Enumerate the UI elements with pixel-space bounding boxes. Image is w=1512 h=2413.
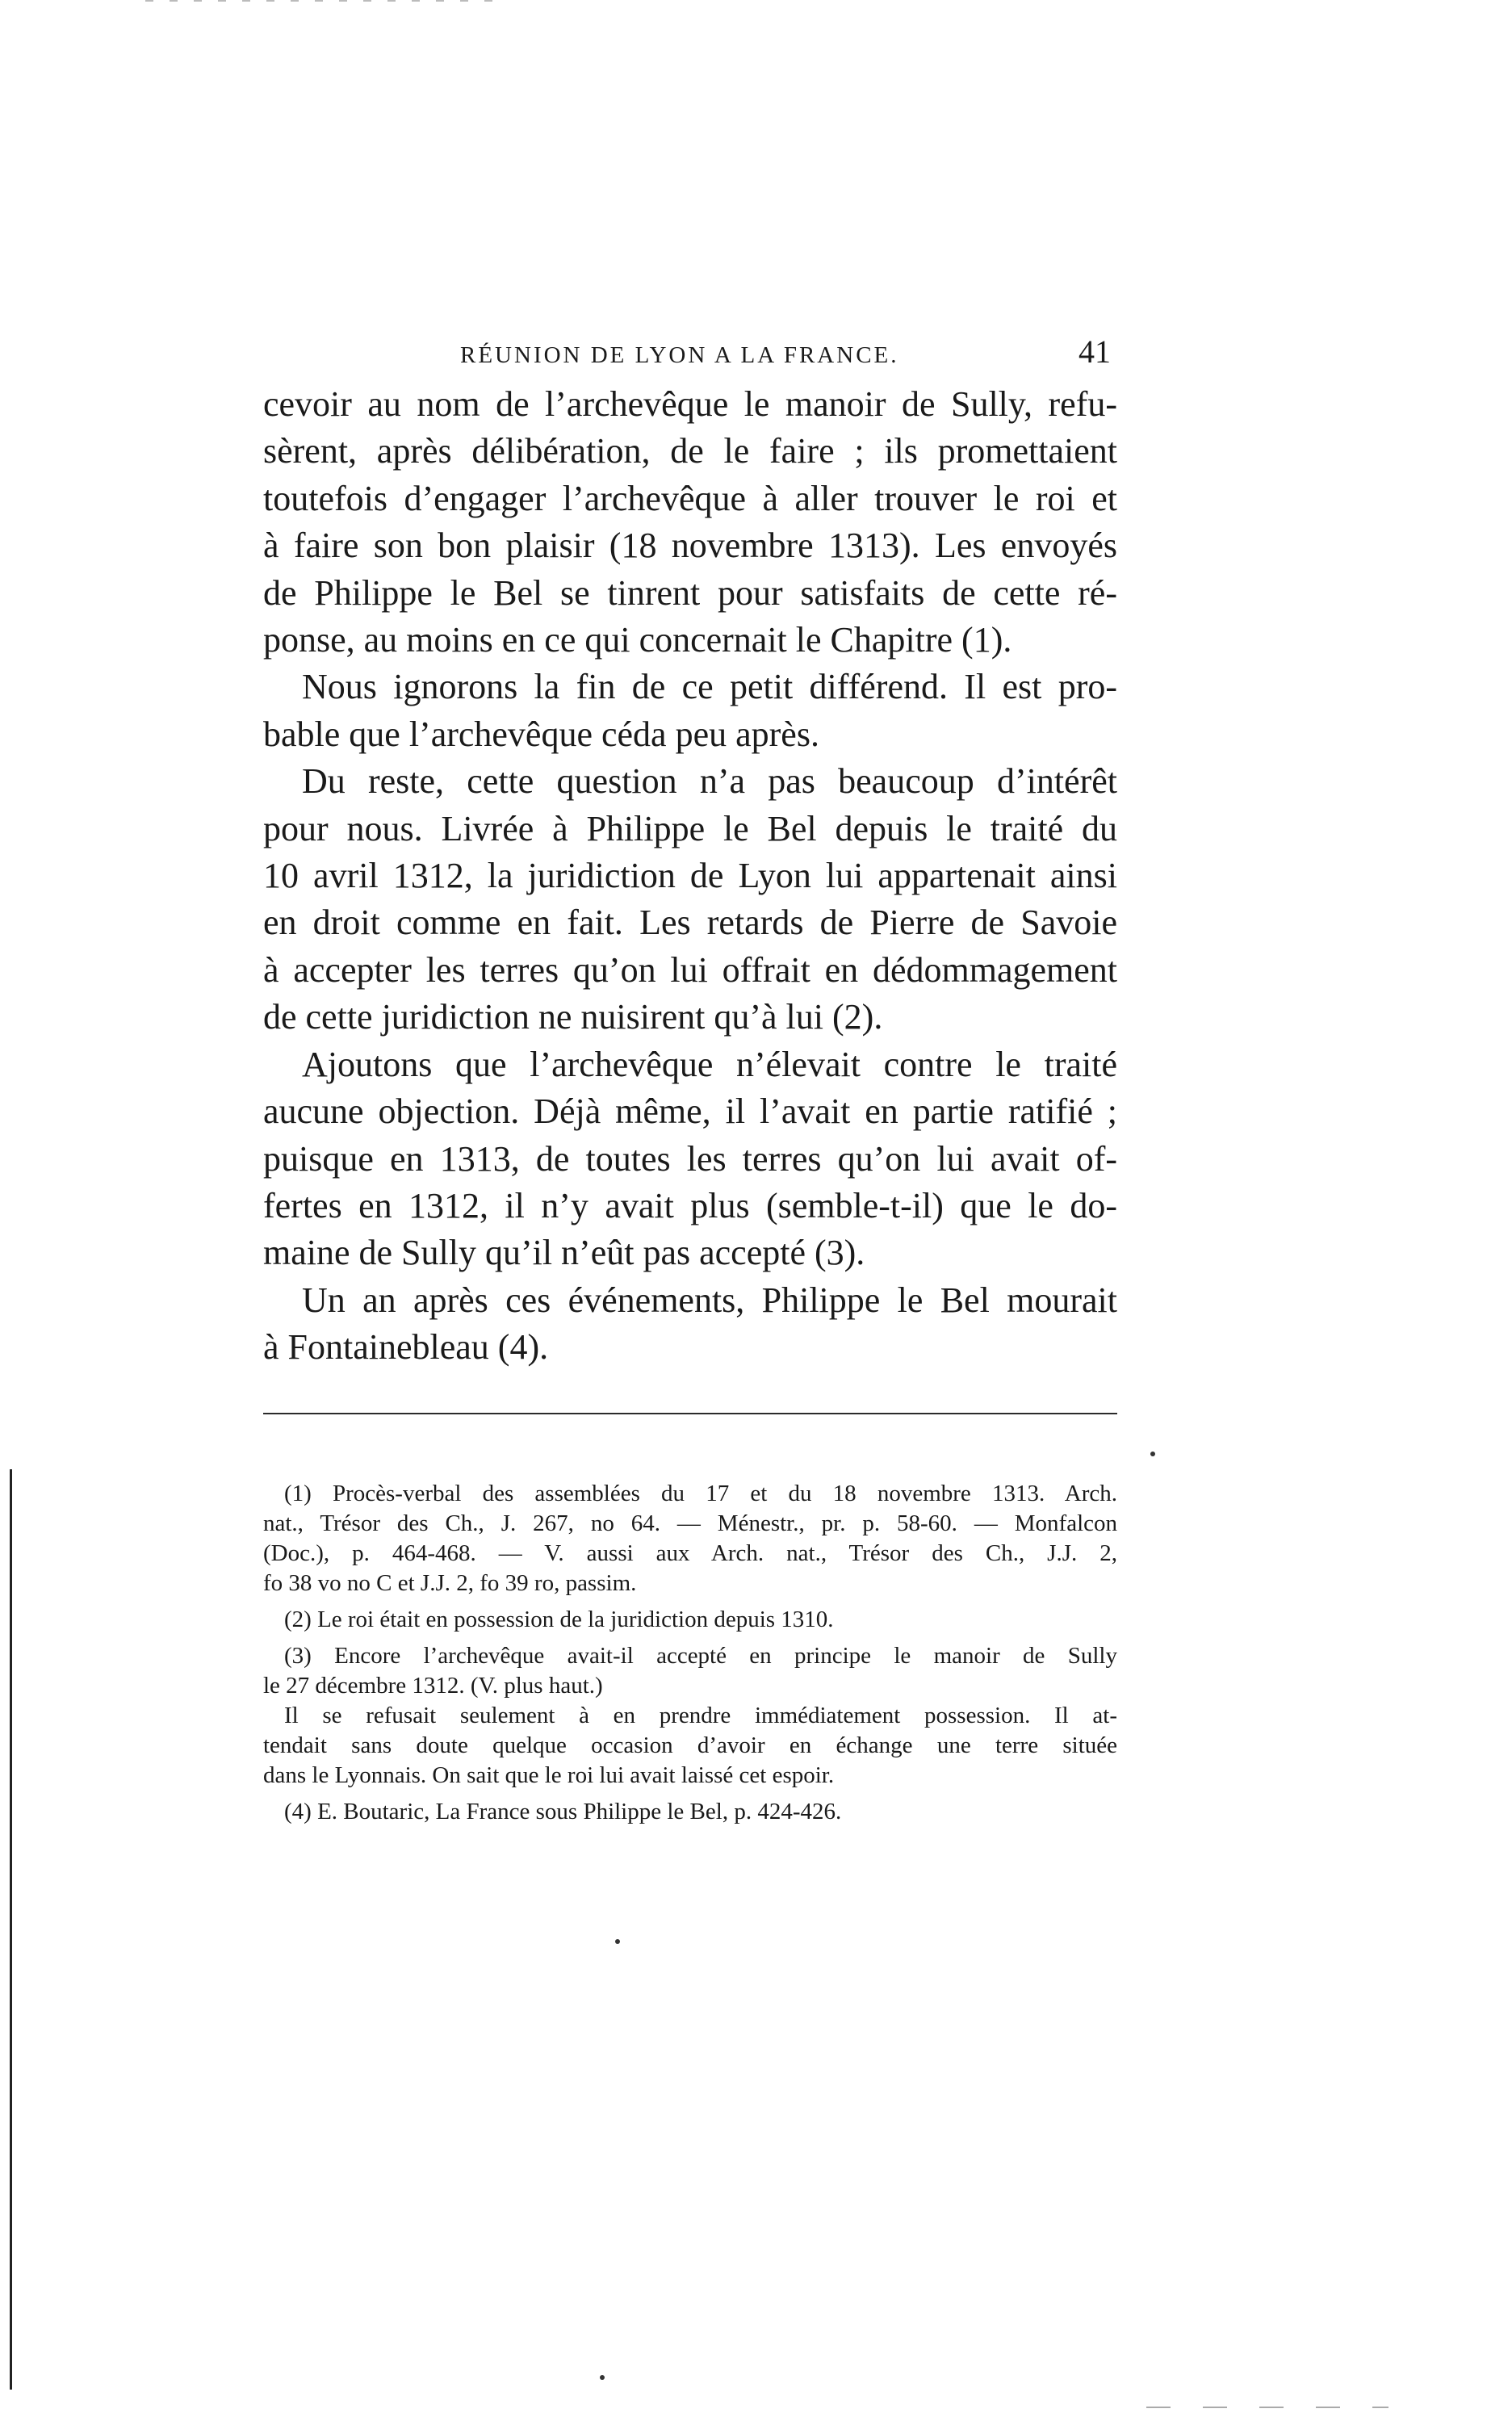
text-line: pour nous. Livrée à Philippe le Bel depuis le traité du bbox=[263, 808, 1117, 848]
text-line: à Fontainebleau (4). bbox=[263, 1327, 549, 1368]
footnote-line: dans le Lyonnais. On sait que le roi lui avait laissé cet espoir. bbox=[263, 1762, 835, 1788]
paragraph-3 bbox=[263, 758, 1117, 1041]
footnote-line: le 27 décembre 1312. (V. plus haut.) bbox=[263, 1673, 603, 1699]
footnote-line: (2) Le roi était en possession de la juridiction depuis 1310. bbox=[284, 1607, 834, 1632]
text-line: à faire son bon plaisir (18 novembre 1313). Les envoyés bbox=[263, 526, 1117, 566]
scan-artifact-dot bbox=[615, 1939, 620, 1944]
footnote-2 bbox=[263, 1605, 1117, 1635]
footnotes bbox=[263, 1479, 1117, 1827]
footnote-separator bbox=[263, 1413, 1117, 1414]
paragraph-5 bbox=[263, 1277, 1117, 1372]
text-line: sèrent, après délibération, de le faire ; ils promettaient bbox=[263, 431, 1117, 471]
text-line: cevoir au nom de l’archevêque le manoir de Sully, refu- bbox=[263, 384, 1117, 424]
running-head: RÉUNION DE LYON A LA FRANCE. bbox=[460, 342, 899, 368]
footnote-4 bbox=[263, 1797, 1117, 1827]
footnote-line: tendait sans doute quelque occasion d’avoir en échange une terre située bbox=[263, 1732, 1117, 1758]
paragraph-1 bbox=[263, 381, 1117, 664]
scan-artifact-dot bbox=[600, 2375, 605, 2380]
footnote-line: Il se refusait seulement à en prendre immédiatement possession. Il at- bbox=[284, 1703, 1117, 1728]
text-line: Ajoutons que l’archevêque n’élevait contre le traité bbox=[302, 1044, 1117, 1084]
footnote-3 bbox=[263, 1641, 1117, 1791]
text-line: Du reste, cette question n’a pas beaucoup d’intérêt bbox=[302, 761, 1117, 802]
text-line: en droit comme en fait. Les retards de Pierre de Savoie bbox=[263, 903, 1117, 943]
text-line: à accepter les terres qu’on lui offrait en dédommagement bbox=[263, 949, 1117, 990]
paragraph-4 bbox=[263, 1041, 1117, 1277]
scan-artifact-bottom bbox=[1146, 2407, 1388, 2408]
text-line: 10 avril 1312, la juridiction de Lyon lui appartenait ainsi bbox=[263, 856, 1117, 896]
footnote-line: (1) Procès-verbal des assemblées du 17 et du 18 novembre 1313. Arch. bbox=[284, 1481, 1117, 1506]
text-line: Un an après ces événements, Philippe le Bel mourait bbox=[302, 1280, 1117, 1320]
footnote-line: (4) E. Boutaric, La France sous Philippe le Bel, p. 424-426. bbox=[284, 1799, 842, 1824]
page-header bbox=[263, 333, 1117, 381]
footnote-line: fo 38 vo no C et J.J. 2, fo 39 ro, passim. bbox=[263, 1570, 637, 1596]
footnote-line: (Doc.), p. 464-468. — V. aussi aux Arch. nat., Trésor des Ch., J.J. 2, bbox=[263, 1540, 1117, 1566]
text-line: de Philippe le Bel se tinrent pour satisfaits de cette ré- bbox=[263, 572, 1117, 613]
text-line: de cette juridiction ne nuisirent qu’à lui (2). bbox=[263, 997, 883, 1037]
footnote-line: nat., Trésor des Ch., J. 267, no 64. — Ménestr., pr. p. 58-60. — Monfalcon bbox=[263, 1510, 1117, 1536]
text-line: toutefois d’engager l’archevêque à aller trouver le roi et bbox=[263, 478, 1117, 518]
paragraph-2 bbox=[263, 664, 1117, 758]
text-line: Nous ignorons la fin de ce petit différend. Il est pro- bbox=[302, 667, 1117, 707]
text-line: aucune objection. Déjà même, il l’avait en partie ratifié ; bbox=[263, 1091, 1117, 1132]
text-line: maine de Sully qu’il n’eût pas accepté (3). bbox=[263, 1233, 865, 1273]
scan-artifact-dot bbox=[1150, 1452, 1155, 1456]
body-text bbox=[263, 381, 1117, 1372]
footnote-line: (3) Encore l’archevêque avait-il accepté en principe le manoir de Sully bbox=[284, 1643, 1117, 1669]
text-line: bable que l’archevêque céda peu après. bbox=[263, 714, 819, 754]
footnote-1 bbox=[263, 1479, 1117, 1598]
page-number: 41 bbox=[1079, 333, 1111, 370]
scan-artifact-top bbox=[145, 0, 501, 2]
text-line: puisque en 1313, de toutes les terres qu’on lui avait of- bbox=[263, 1138, 1117, 1179]
text-line: ponse, au moins en ce qui concernait le Chapitre (1). bbox=[263, 620, 1012, 660]
text-line: fertes en 1312, il n’y avait plus (semble-t-il) que le do- bbox=[263, 1185, 1117, 1225]
scan-artifact-edge bbox=[10, 1469, 12, 2390]
